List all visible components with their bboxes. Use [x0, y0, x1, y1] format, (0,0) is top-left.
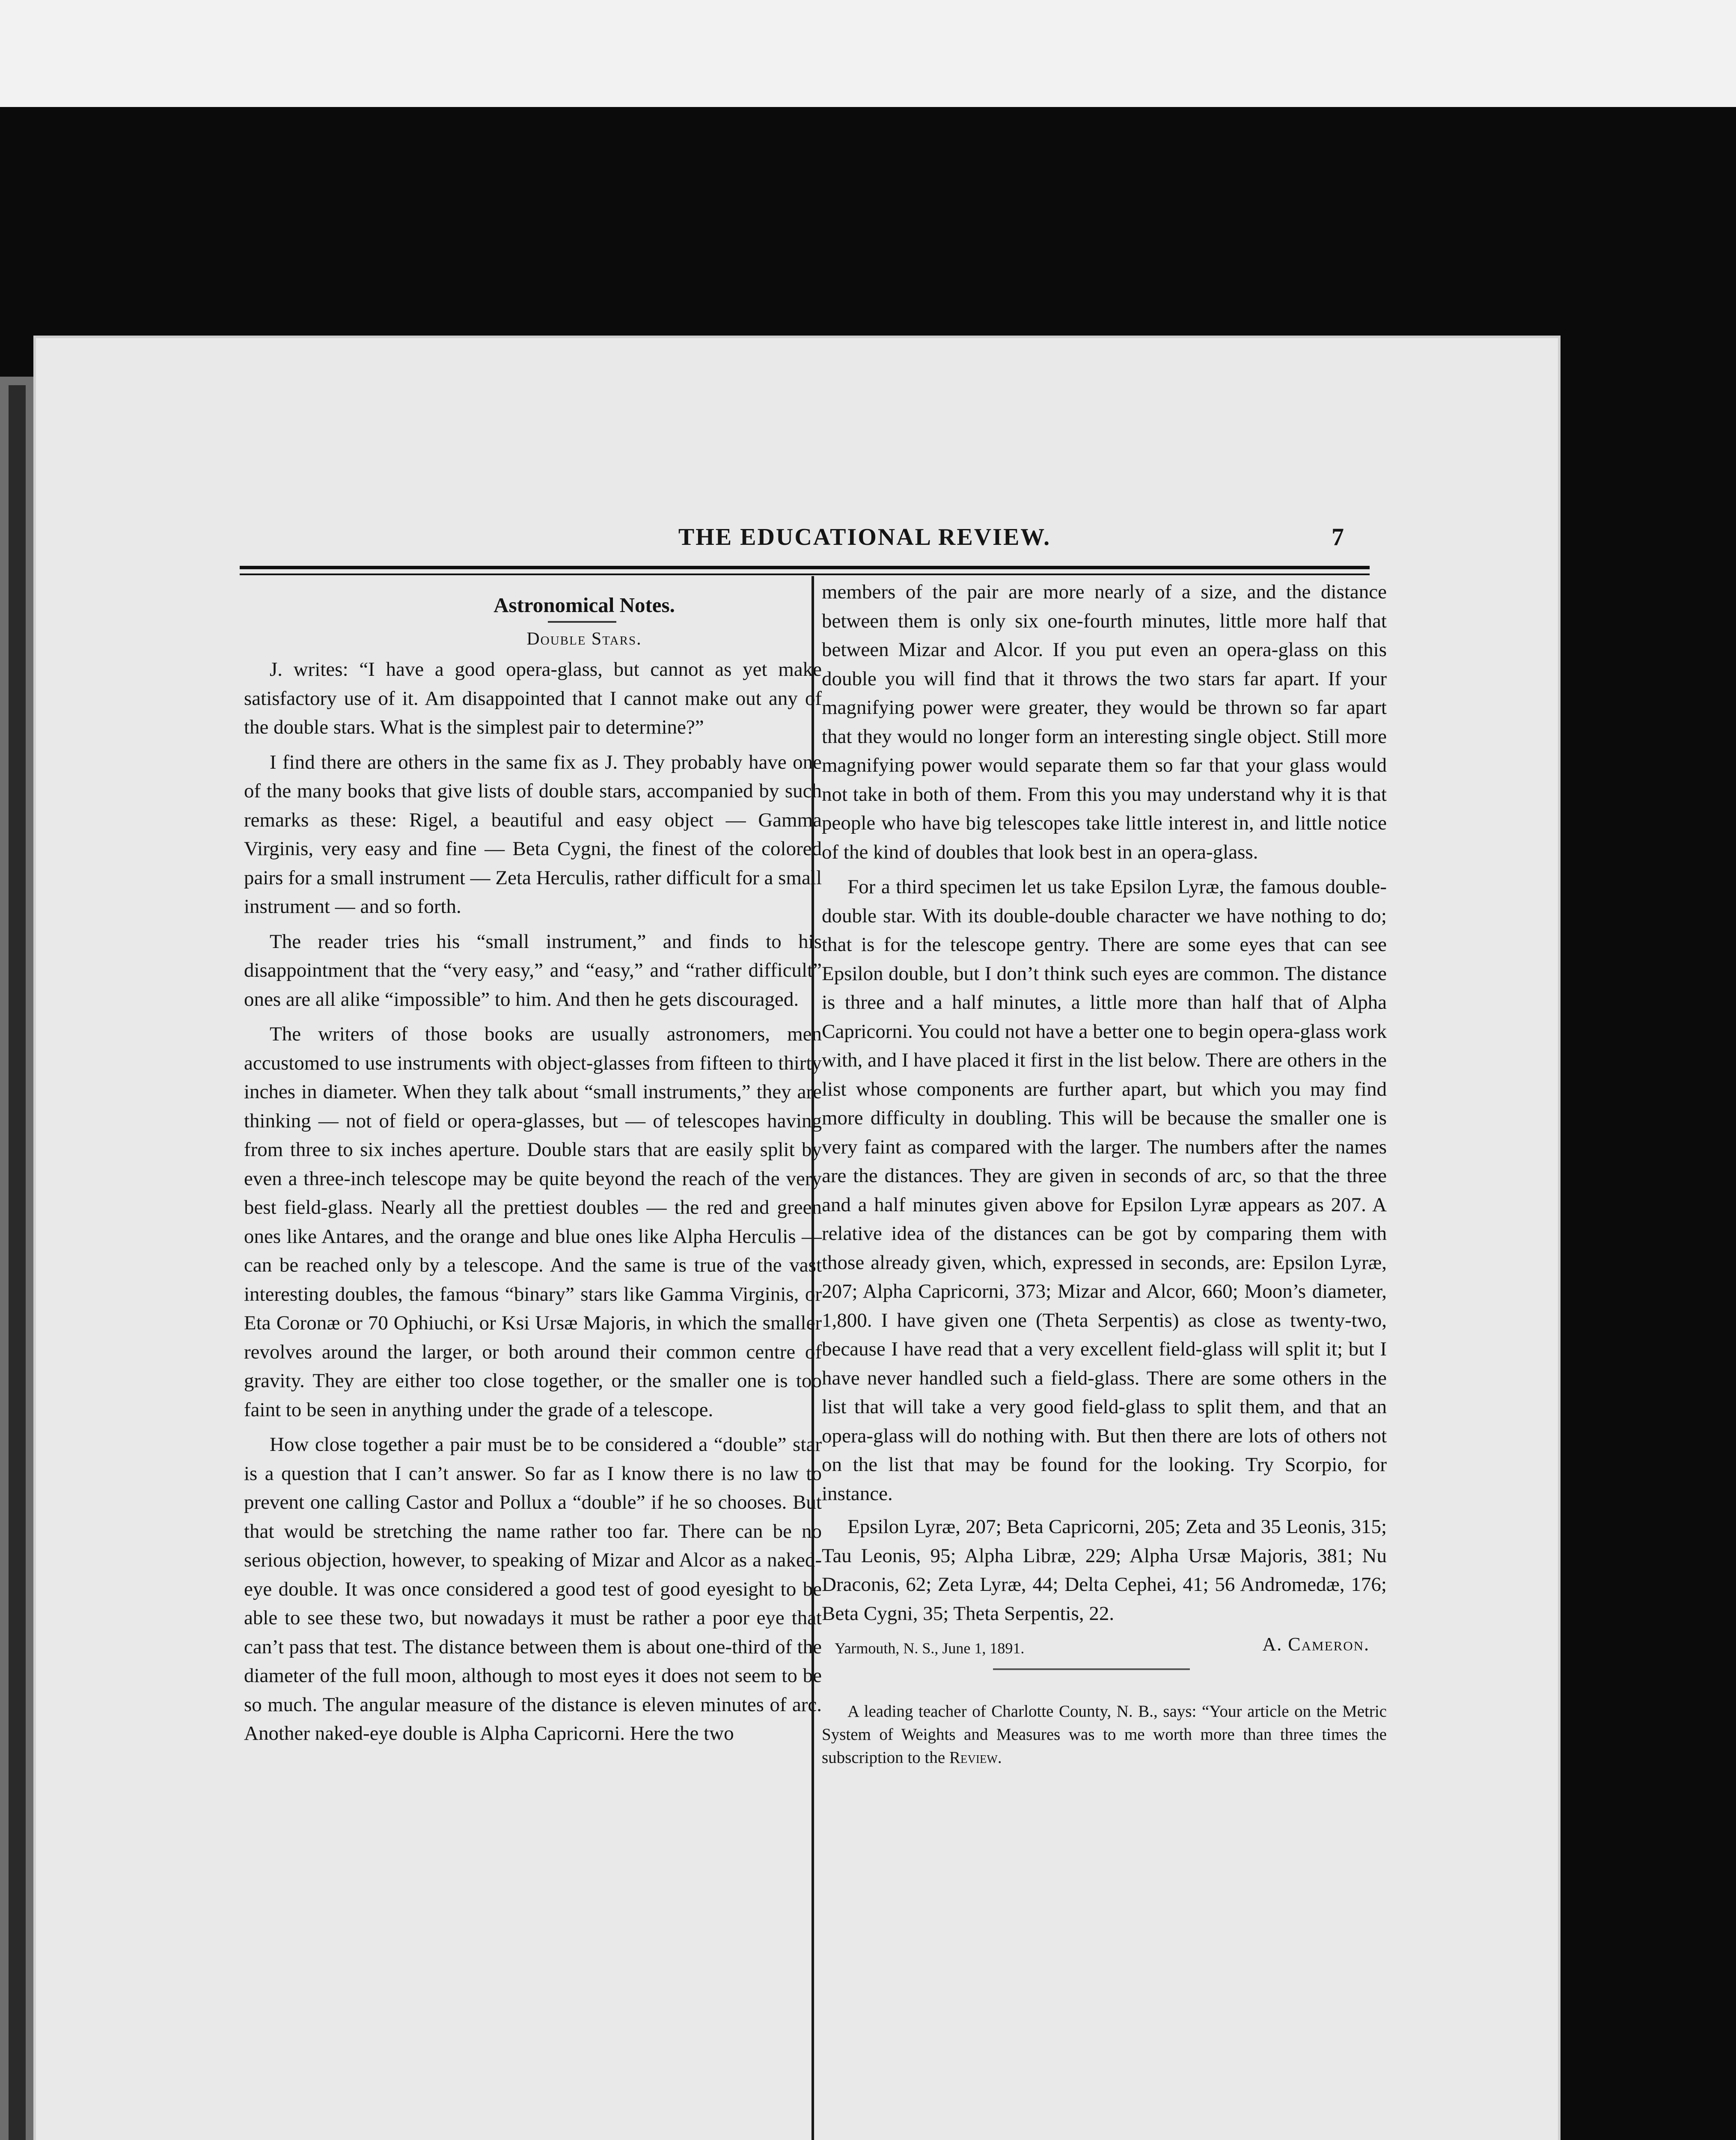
testimonial [822, 1700, 1387, 1769]
signature-row [822, 1630, 1387, 1661]
journal-title: THE EDUCATIONAL REVIEW. [678, 524, 1051, 550]
paragraph: The reader tries his “small instrument,” and finds to his disappointment that the “very easy,” and “easy,” and “rather difficult” ones are all alike “impossible” to him. And then he gets discouraged. [244, 930, 822, 1011]
left-column [244, 591, 822, 1748]
page-number: 7 [1332, 523, 1344, 551]
star-list: Epsilon Lyræ, 207; Beta Capricorni, 205; Zeta and 35 Leonis, 315; Tau Leonis, 95; Alpha Libræ, 229; Alpha Ursæ Majoris, 381; Nu Draconis, 62; Zeta Lyræ, 44; Delta Cephei, 41; 56 Andromedæ, 176; Beta Cygni, 35; Theta Serpentis, 22. [822, 1516, 1387, 1625]
book-spine-shadow [9, 385, 26, 2140]
running-head [240, 520, 1361, 554]
paragraph: For a third specimen let us take Epsilon Lyræ, the famous double-double star. With its double-double character we have nothing to do; that is for the telescope gentry. There are some eyes that can see Epsilon double, but I don’t think such eyes are common. The distance is three and a half minutes, a little more than half that of Alpha Capricorni. You could not have a better one to begin opera-glass work with, and I have placed it first in the list below. There are others in the list whose components are further apart, but which you may find more difficulty in doubling. This will be because the smaller one is very faint as compared with the larger. The numbers after the names are the distances. They are given in seconds of arc, so that the three and a half minutes given above for Epsilon Lyræ appears as 207. A relative idea of the distances can be got by comparing them with those already given, which, expressed in seconds, are: Epsilon Lyræ, 207; Alpha Capricorni, 373; Mizar and Alcor, 660; Moon’s diameter, 1,800. I have given one (Theta Serpentis) as close as twenty-two, because I have read that a very excellent field-glass will split it; but I have never handled such a field-glass. There are some others in the list that will take a very good field-glass to split them, and that an opera-glass will do nothing with. But then there are lots of others not on the list that may be found for the looking. Try Scorpio, for instance. [822, 876, 1387, 1505]
author-signature: A. Cameron. [1262, 1634, 1370, 1655]
scan-border-top [0, 0, 1736, 107]
paragraph: The writers of those books are usually astronomers, men accustomed to use instruments with object-glasses from fifteen to thirty inches in diameter. When they talk about “small instruments,” they are thinking — not of field or opera-glasses, but — of telescopes having from three to six inches aperture. Double stars that are easily split by even a three-inch telescope may be quite beyond the reach of the very best field-glass. Nearly all the prettiest doubles — the red and green ones like Antares, and the orange and blue ones like Alpha Herculis — can be reached only by a telescope. And the same is true of the vast interesting doubles, the famous “binary” stars like Gamma Virginis, or Eta Coronæ or 70 Ophiuchi, or Ksi Ursæ Majoris, in which the smaller revolves around the larger, or both around their common centre of gravity. They are either too close together, or the smaller one is too faint to be seen in anything under the grade of a telescope. [244, 1023, 822, 1421]
header-rule-thick [240, 566, 1370, 569]
testimonial-closing: Review. [949, 1748, 1002, 1767]
header-rule-thin [240, 574, 1370, 575]
dateline: Yarmouth, N. S., June 1, 1891. [835, 1640, 1025, 1657]
paragraph: members of the pair are more nearly of a size, and the distance between them is only six one-fourth minutes, little more half that between Mizar and Alcor. If you put even an opera-glass on this double you will find that it throws the two stars far apart. If your magnifying power were greater, they would be thrown so far apart that they would no longer form an interesting single object. Still more magnifying power would separate them so far that your glass would not take in both of them. From this you may understand why it is that people who have big telescopes take little interest in, and little notice of the kind of doubles that look best in an opera-glass. [822, 581, 1387, 863]
section-heading: Double Stars. [526, 629, 642, 649]
right-column [822, 578, 1387, 1769]
paragraph: I find there are others in the same fix as J. They probably have one of the many books that give lists of double stars, accompanied by such remarks as these: Rigel, a beautiful and easy object — Gamma Virginis, very easy and fine — Beta Cygni, the finest of the colored pairs for a small instrument — Zeta Herculis, rather difficult for a small instrument — and so forth. [244, 751, 822, 918]
paragraph: How close together a pair must be to be considered a “double” star is a question that I can’t answer. So far as I know there is no law to prevent one calling Castor and Pollux a “double” if he so chooses. But that would be stretching the name rather too far. There can be no serious objection, however, to speaking of Mizar and Alcor as a naked-eye double. It was once considered a good test of good eyesight to be able to see these two, but nowadays it must be rather a poor eye that can’t pass that test. The distance between them is about one-third of the diameter of the full moon, although to most eyes it does not seem to be so much. The angular measure of the distance is eleven minutes of arc. Another naked-eye double is Alpha Capricorni. Here the two [244, 1433, 822, 1745]
testimonial-text: A leading teacher of Charlotte County, N. B., says: “Your article on the Metric System of Weights and Measures was to me worth more than three times the subscription to the [822, 1702, 1387, 1767]
paragraph: J. writes: “I have a good opera-glass, but cannot as yet make satisfactory use of it. Am disappointed that I cannot make out any of the double stars. What is the simplest pair to determine?” [244, 658, 822, 738]
title-underline [548, 621, 616, 623]
separator-rule [993, 1668, 1190, 1670]
article-title: Astronomical Notes. [493, 593, 675, 617]
